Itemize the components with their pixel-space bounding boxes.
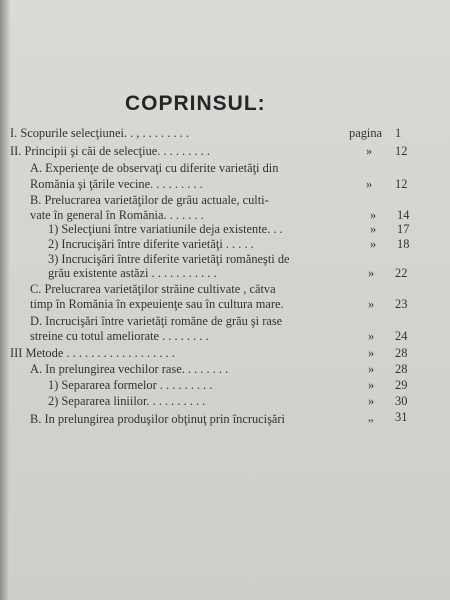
toc-entry-page-mark: »	[366, 144, 373, 158]
toc-entry-page-mark: »	[368, 266, 375, 280]
toc-entry-page-mark: »	[368, 329, 375, 343]
toc-entry-page-mark: „	[368, 410, 374, 424]
toc-entry-page-number: 18	[397, 237, 410, 251]
toc-entry-text: streine cu totul ameliorate . . . . . . . .	[30, 329, 209, 343]
toc-entry-page-mark: »	[368, 394, 375, 408]
toc-entry-page-number: 22	[395, 266, 408, 280]
toc-entry-page-number: 31	[395, 410, 408, 424]
toc-entry-text: 3) Incrucişări între diferite varietăţi romăneşti de	[48, 252, 290, 266]
toc-entry-page-number: 12	[395, 144, 408, 158]
toc-entry-text: 1) Separarea formelor . . . . . . . . .	[48, 378, 213, 392]
toc-entry-page-label: pagina	[349, 126, 383, 140]
toc-entry-text: Romănia şi ţările vecine. . . . . . . . .	[30, 177, 203, 191]
toc-entry-page-number: 17	[397, 222, 410, 236]
toc-entry-page-number: 28	[395, 362, 408, 376]
toc-entry-page-mark: »	[368, 378, 375, 392]
toc-entry-page-number: 24	[395, 329, 408, 343]
toc-entry-text: D. Incrucişări între varietăţi romăne de grău şi rase	[30, 314, 283, 328]
toc-entry-text: B. In prelungirea produşilor obţinuţ prin încrucişări	[30, 412, 285, 426]
toc-entry-text: II. Principii şi căi de selecţiue. . . . . . . . .	[10, 144, 210, 158]
toc-entry-page-number: 30	[395, 394, 408, 408]
page-title: COPRINSUL:	[125, 92, 266, 115]
toc-entry-text: 1) Selecţiuni între variatiunile deja existente. . .	[48, 222, 283, 236]
toc-entry-text: timp în Romănia în expeuienţe sau în cultura mare.	[30, 297, 284, 311]
toc-entry-text: III Metode . . . . . . . . . . . . . . . . . .	[10, 346, 175, 360]
toc-entry-page-number: 12	[395, 177, 408, 191]
toc-entry-page-number: 14	[397, 208, 410, 222]
toc-entry-page-number: 23	[395, 297, 408, 311]
toc-entry-page-number: 29	[395, 378, 408, 392]
toc-entry-text: vate în general în Romănia. . . . . . .	[30, 208, 204, 222]
toc-entry-text: 2) Separarea liniilor. . . . . . . . . .	[48, 394, 206, 408]
toc-entry-text: I. Scopurile selecţiunei. . , . . . . . . . .	[10, 126, 189, 140]
toc-entry-page-mark: »	[368, 362, 375, 376]
toc-entry-page-mark: »	[370, 222, 377, 236]
toc-entry-page-mark: »	[368, 297, 375, 311]
toc-entry-page-mark: »	[370, 237, 377, 251]
page-edge-shadow	[0, 0, 10, 600]
toc-entry-page-number: 1	[395, 126, 402, 140]
toc-entry-text: 2) Incrucişări între diferite varietăţi . . . . .	[48, 237, 254, 251]
toc-entry-text: grău existente astăzi . . . . . . . . . . .	[48, 266, 217, 280]
toc-entry-page-mark: »	[366, 177, 373, 191]
toc-entry-text: C. Prelucrarea varietăţilor străine cultivate , câtva	[30, 282, 276, 296]
toc-entry-page-mark: »	[368, 346, 375, 360]
toc-entry-text: A. Experienţe de observaţi cu diferite varietăţi din	[30, 161, 279, 175]
toc-entry-text: A. In prelungirea vechilor rase. . . . . . . .	[30, 362, 229, 376]
toc-entry-page-mark: »	[370, 208, 377, 222]
toc-entry-text: B. Prelucrarea varietăţilor de grâu actuale, culti-	[30, 193, 269, 207]
toc-entry-page-number: 28	[395, 346, 408, 360]
